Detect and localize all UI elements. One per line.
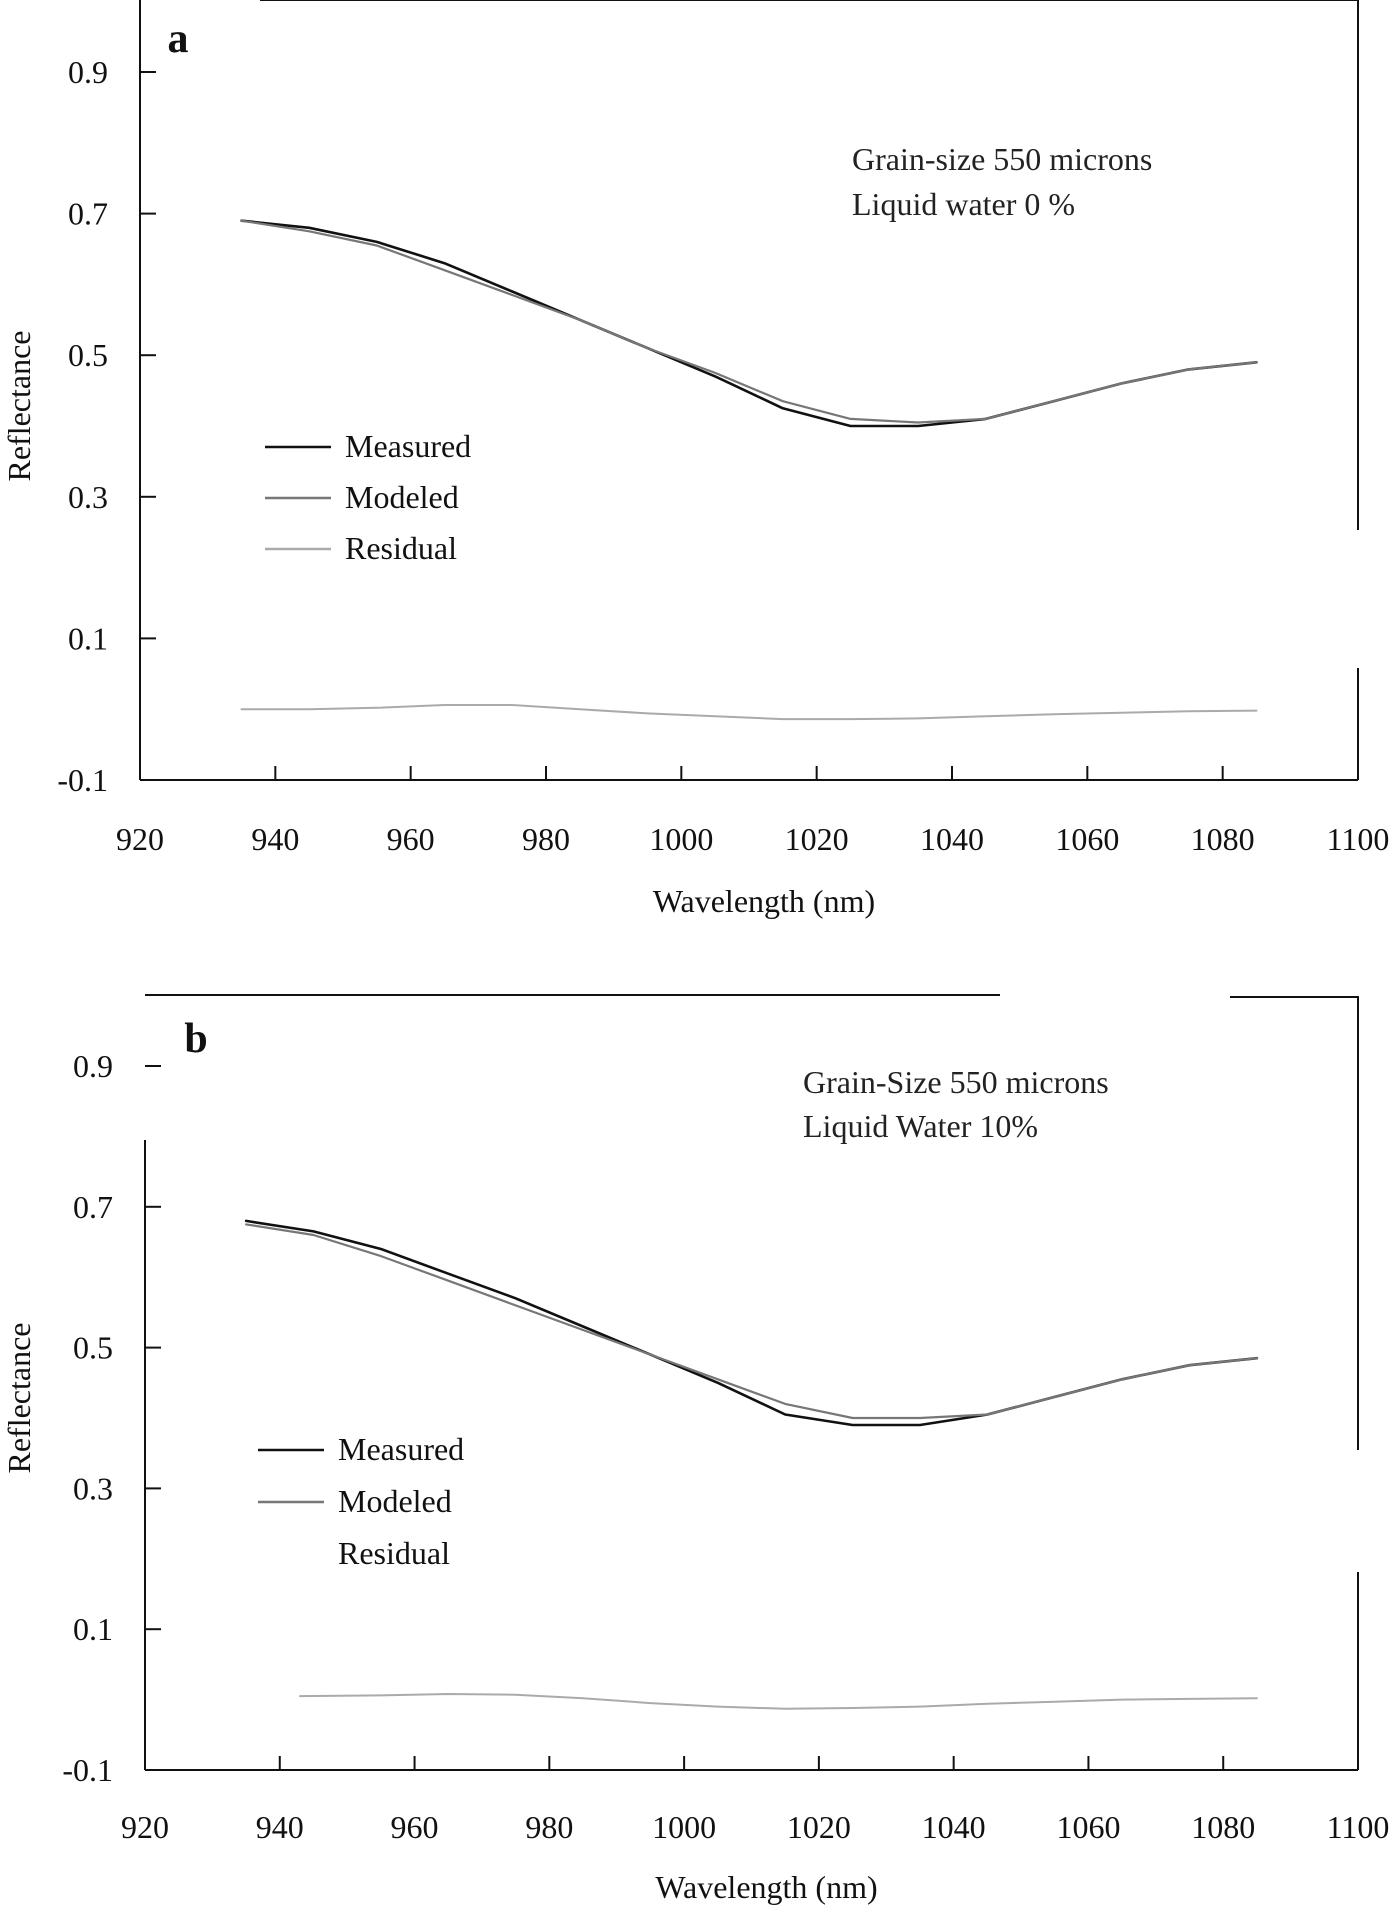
panel-label: a bbox=[167, 16, 189, 62]
x-tick-label: 1040 bbox=[921, 1809, 986, 1845]
series-line-residual bbox=[300, 1694, 1257, 1709]
legend-label-measured: Measured bbox=[338, 1431, 465, 1467]
y-axis-title: Reflectance bbox=[1, 1322, 37, 1474]
y-tick-label: -0.1 bbox=[62, 1752, 113, 1788]
right-frame-line bbox=[1230, 997, 1358, 1450]
x-axis-title: Wavelength (nm) bbox=[652, 883, 876, 919]
annotation-text: Liquid water 0 % bbox=[852, 186, 1076, 222]
y-tick-label: 0.9 bbox=[73, 1048, 113, 1084]
legend-label-modeled: Modeled bbox=[345, 479, 459, 515]
y-tick-label: 0.5 bbox=[68, 337, 108, 374]
x-tick-label: 920 bbox=[116, 821, 164, 857]
x-tick-label: 1100 bbox=[1326, 1809, 1390, 1845]
x-tick-label: 1060 bbox=[1055, 821, 1120, 857]
x-tick-label: 1000 bbox=[652, 1809, 717, 1845]
x-tick-label: 1100 bbox=[1326, 821, 1390, 857]
x-tick-label: 960 bbox=[386, 821, 435, 857]
x-tick-label: 1000 bbox=[649, 821, 714, 857]
annotation-text: Grain-size 550 microns bbox=[852, 141, 1153, 177]
chart-panel-a bbox=[1, 0, 1389, 919]
x-tick-label: 940 bbox=[255, 1809, 304, 1845]
series-line-measured bbox=[246, 1221, 1257, 1425]
y-tick-label: 0.1 bbox=[68, 620, 108, 657]
x-tick-label: 980 bbox=[522, 821, 570, 857]
y-tick-label: 0.1 bbox=[73, 1611, 113, 1648]
y-tick-label: 0.7 bbox=[68, 195, 108, 232]
y-tick-label: -0.1 bbox=[57, 762, 108, 798]
chart-panel-b bbox=[1, 995, 1389, 1905]
x-tick-label: 1080 bbox=[1191, 1809, 1256, 1845]
x-tick-label: 980 bbox=[525, 1809, 574, 1845]
x-tick-label: 1020 bbox=[784, 821, 849, 857]
x-tick-label: 920 bbox=[121, 1809, 169, 1845]
x-tick-label: 940 bbox=[251, 821, 300, 857]
y-tick-label: 0.5 bbox=[73, 1329, 113, 1366]
legend-label-modeled: Modeled bbox=[338, 1483, 452, 1519]
panel-label: b bbox=[184, 1016, 208, 1062]
annotation-text: Grain-Size 550 microns bbox=[803, 1064, 1109, 1100]
y-tick-label: 0.9 bbox=[68, 54, 108, 90]
y-tick-label: 0.3 bbox=[73, 1470, 113, 1507]
y-axis-title: Reflectance bbox=[1, 330, 37, 482]
annotation-text: Liquid Water 10% bbox=[803, 1108, 1038, 1144]
legend-label-residual: Residual bbox=[338, 1535, 450, 1571]
x-tick-label: 960 bbox=[390, 1809, 439, 1845]
y-tick-label: 0.3 bbox=[68, 478, 108, 515]
x-axis-title: Wavelength (nm) bbox=[655, 1869, 878, 1905]
legend-label-measured: Measured bbox=[345, 428, 472, 464]
x-tick-label: 1080 bbox=[1190, 821, 1255, 857]
x-tick-label: 1020 bbox=[786, 1809, 851, 1845]
x-tick-label: 1040 bbox=[920, 821, 984, 857]
series-line-residual bbox=[242, 705, 1257, 719]
x-tick-label: 1060 bbox=[1056, 1809, 1121, 1845]
series-line-modeled bbox=[246, 1224, 1257, 1418]
legend-label-residual: Residual bbox=[345, 530, 457, 566]
y-tick-label: 0.7 bbox=[73, 1188, 113, 1225]
